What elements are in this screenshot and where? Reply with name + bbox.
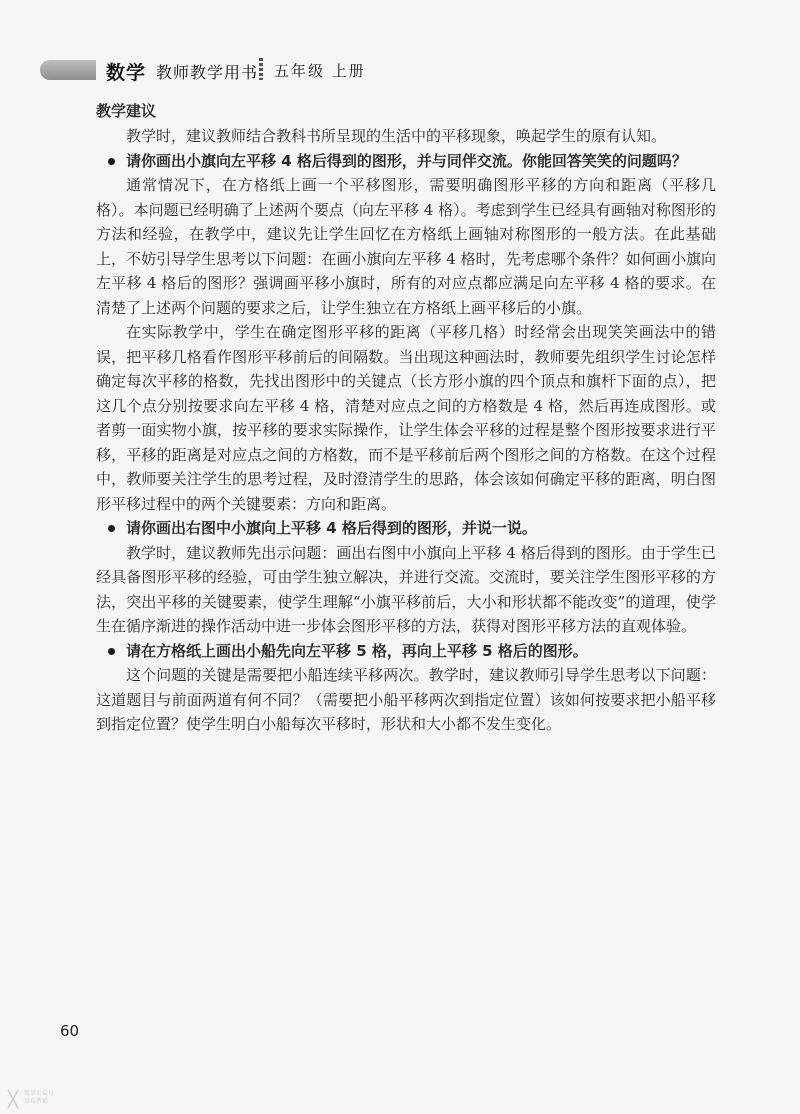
bullet-text: 请你画出小旗向左平移 4 格后得到的图形，并与同伴交流。你能回答笑笑的问题吗？ [126, 151, 687, 170]
paragraph: 教学时，建议教师结合教科书所呈现的生活中的平移现象，唤起学生的原有认知。 [126, 127, 667, 145]
paragraph: 通常情况下，在方格纸上画一个平移图形，需要明确图形平移的方向和距离（平移几格）。本问题已经明确了上述两个要点（向左平移 4 格）。考虑到学生已经具有画轴对称图形的方法和经验，在教学中，建议先让学生回忆在方格纸上画轴对称图形的一般方法。在此基础上，不妨引导学生思考以下问题：在画小旗向左平移 4 格时，先考虑哪个条件？如何画小旗向左平移 4 格后的图形？强调画平移小旗时，所有的对应点都应满足向左平移 4 格的要求。在清楚了上述两个问题的要求之后，让学生独立在方格纸上画平移后的小旗。 [96, 176, 716, 317]
bullet-icon [108, 158, 115, 165]
watermark-logo-icon [6, 1088, 20, 1110]
watermark-text [24, 1090, 54, 1106]
bullet-icon [108, 525, 115, 532]
bullet-text: 请在方格纸上画出小船先向左平移 5 格，再向上平移 5 格后的图形。 [126, 641, 588, 660]
bullet-question [96, 639, 716, 664]
paragraph: 这个问题的关键是需要把小船连续平移两次。教学时，建议教师引导学生思考以下问题：这道题目与前面两道有何不同？（需要把小船平移两次到指定位置）该如何按要求把小船平移到指定位置？使学生明白小船每次平移时，形状和大小都不发生变化。 [96, 666, 716, 733]
watermark-line-1: 微信公众号 [24, 1090, 55, 1097]
header-grade: 五年级 上册 [274, 62, 366, 80]
bullet-question [96, 149, 716, 174]
paragraph: 在实际教学中，学生在确定图形平移的距离（平移几格）时经常会出现笑笑画法中的错误，把平移几格看作图形平移前后的间隔数。当出现这种画法时，教师要先组织学生讨论怎样确定每次平移的格数，先找出图形中的关键点（长方形小旗的四个顶点和旗杆下面的点），把这几个点分别按要求向左平移 4 格，清楚对应点之间的方格数是 4 格，然后再连成图形。或者剪一面实物小旗，按平移的要求实际操作，让学生体会平移的过程是整个图形按要求进行平移，平移的距离是对应点之间的方格数，而不是平移前后两个图形之间的方格数。在这个过程中，教师要关注学生的思考过程，及时澄清学生的思路，体会该如何确定平移的距离，明白图形平移过程中的两个关键要素：方向和距离。 [96, 323, 716, 513]
main-content [96, 98, 716, 737]
page-number: 60 [60, 1022, 80, 1040]
header-tab-decoration [40, 60, 96, 80]
paragraph: 教学时，建议教师先出示问题：画出右图中小旗向上平移 4 格后得到的图形。由于学生已经具备图形平移的经验，可由学生独立解决，并进行交流。交流时，要关注学生图形平移的方法，突出平移的关键要素，使学生理解“小旗平移前后，大小和形状都不能改变”的道理，使学生在循序渐进的操作活动中进一步体会图形平移的方法，获得对图形平移方法的直观体验。 [96, 543, 716, 635]
watermark-line-2: 草莓教辅 [24, 1098, 49, 1105]
header-separator [259, 58, 263, 80]
bullet-icon [108, 648, 115, 655]
header-book-title: 教师教学用书 [156, 63, 259, 82]
bullet-text: 请你画出右图中小旗向上平移 4 格后得到的图形，并说一说。 [126, 519, 537, 537]
watermark [6, 1088, 66, 1112]
section-title: 教学建议 [96, 102, 157, 120]
header-subject: 数学 [106, 62, 147, 84]
bullet-question [96, 516, 716, 541]
